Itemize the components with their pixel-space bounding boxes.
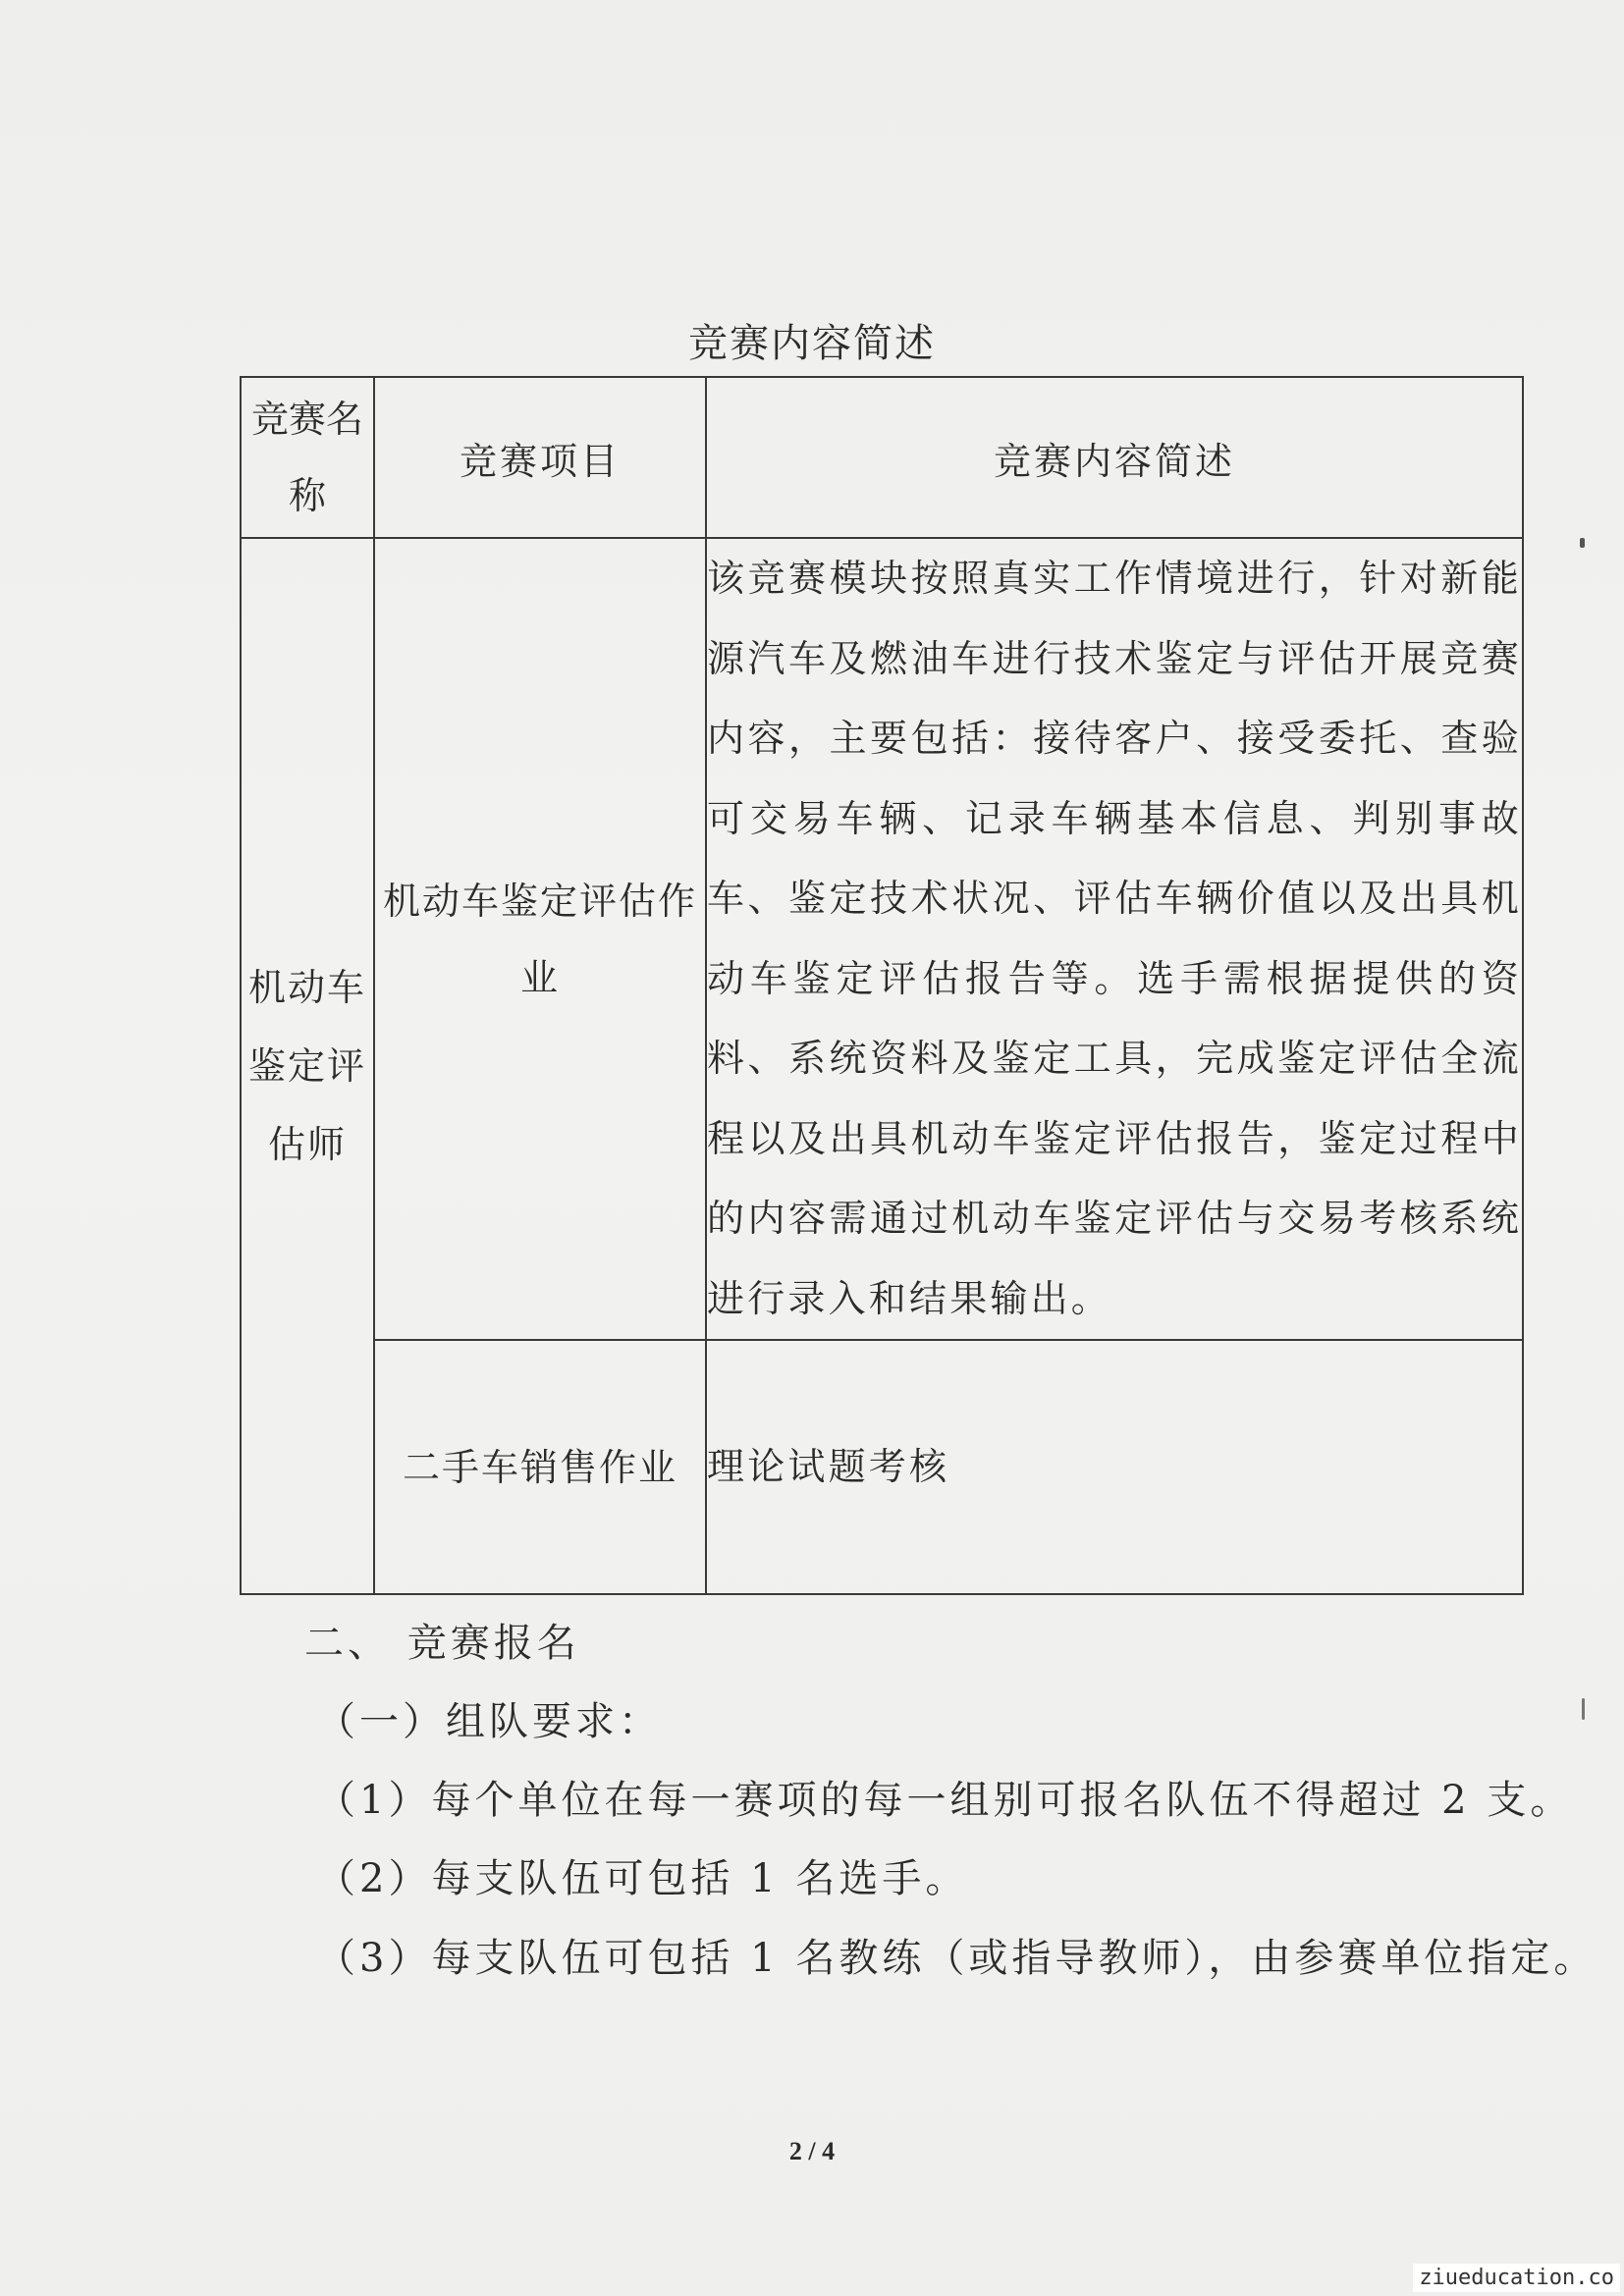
sub-heading: （一）组队要求： (316, 1699, 662, 1744)
table-row (241, 538, 1523, 1340)
competition-description-cell: 理论试题考核 (706, 1340, 1523, 1594)
requirement-item: （2）每支队伍可包括 1 名选手。 (316, 1856, 969, 1901)
competition-item-cell: 机动车鉴定评估作业 (374, 538, 706, 1340)
competition-table (240, 376, 1524, 1595)
header-competition-name: 竞赛名称 (241, 377, 374, 538)
requirement-item: （3）每支队伍可包括 1 名教练（或指导教师），由参赛单位指定。 (316, 1936, 1597, 1981)
table-title: 竞赛内容简述 (688, 321, 936, 366)
binding-mark (1582, 1698, 1585, 1720)
header-competition-item: 竞赛项目 (374, 377, 706, 538)
binding-mark (1580, 538, 1585, 548)
header-competition-description: 竞赛内容简述 (706, 377, 1523, 538)
table-row (241, 1340, 1523, 1594)
competition-item-cell: 二手车销售作业 (374, 1340, 706, 1594)
watermark: ziueducation.co (1413, 2264, 1620, 2292)
requirement-item: （1）每个单位在每一赛项的每一组别可报名队伍不得超过 2 支。 (316, 1778, 1574, 1823)
competition-name-cell: 机动车鉴定评估师 (241, 538, 374, 1594)
table-header-row (241, 377, 1523, 538)
page-number: 2 / 4 (788, 2137, 836, 2165)
competition-description-cell: 该竞赛模块按照真实工作情境进行，针对新能源汽车及燃油车进行技术鉴定与评估开展竞赛内容，主要包括：接待客户、接受委托、查验可交易车辆、记录车辆基本信息、判别事故车、鉴定技术状况、评估车辆价值以及出具机动车鉴定评估报告等。选手需根据提供的资料、系统资料及鉴定工具，完成鉴定评估全流程以及出具机动车鉴定评估报告，鉴定过程中的内容需通过机动车鉴定评估与交易考核系统进行录入和结果输出。 (706, 538, 1523, 1340)
section-heading: 二、 竞赛报名 (304, 1621, 580, 1666)
